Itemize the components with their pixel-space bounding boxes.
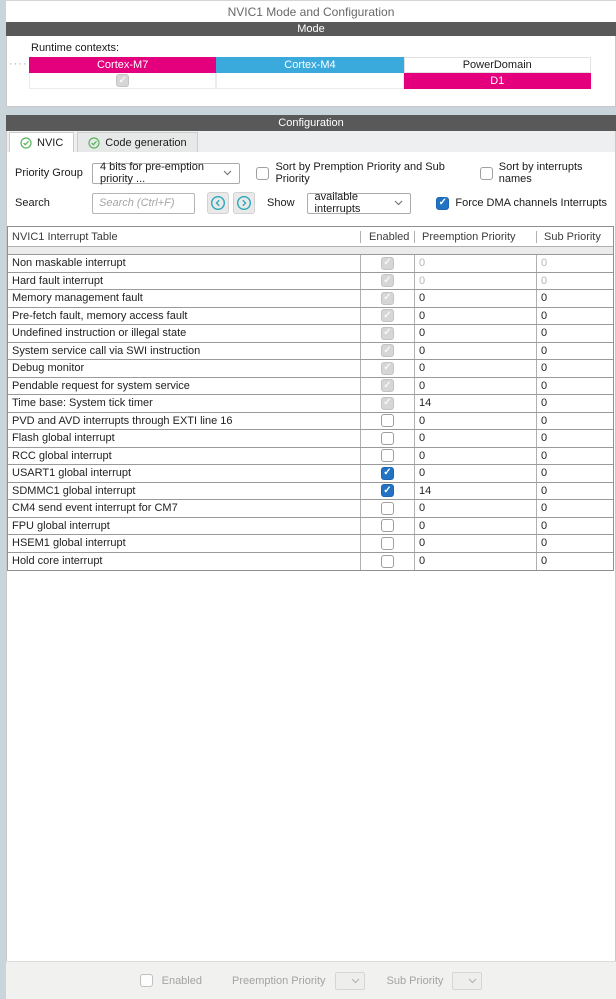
interrupt-name: PVD and AVD interrupts through EXTI line 16 xyxy=(12,414,233,427)
runtime-contexts-label: Runtime contexts: xyxy=(31,42,120,54)
preemption-priority-cell[interactable]: 0 xyxy=(414,290,536,307)
interrupt-table-header xyxy=(8,227,613,247)
preemption-priority-cell[interactable]: 0 xyxy=(414,500,536,517)
tab-strip xyxy=(6,131,616,152)
enabled-checkbox[interactable] xyxy=(381,397,394,410)
check-circle-icon xyxy=(20,137,32,149)
enabled-cell xyxy=(360,413,414,430)
enabled-cell xyxy=(360,500,414,517)
enabled-cell xyxy=(360,343,414,360)
preemption-priority-cell[interactable]: 0 xyxy=(414,378,536,395)
interrupt-name: System service call via SWI instruction xyxy=(12,344,201,357)
chevron-down-icon xyxy=(394,200,403,206)
enabled-checkbox[interactable] xyxy=(381,414,394,427)
enabled-cell xyxy=(360,535,414,552)
preemption-priority-cell[interactable]: 0 xyxy=(414,553,536,571)
enabled-checkbox[interactable] xyxy=(381,292,394,305)
interrupt-name: CM4 send event interrupt for CM7 xyxy=(12,502,178,515)
sub-priority-cell[interactable]: 0 xyxy=(536,553,613,571)
enabled-cell xyxy=(360,518,414,535)
runtime-contexts-value-row xyxy=(29,73,591,89)
preemption-priority-cell[interactable]: 0 xyxy=(414,343,536,360)
interrupt-name: RCC global interrupt xyxy=(12,449,112,462)
preemption-priority-cell[interactable]: 0 xyxy=(414,448,536,465)
priority-group-value: 4 bits for pre-emption priority ... xyxy=(100,161,204,185)
enabled-cell xyxy=(360,553,414,571)
interrupt-name: Time base: System tick timer xyxy=(12,397,153,410)
chevron-down-icon xyxy=(351,978,360,984)
interrupt-name: Debug monitor xyxy=(12,362,85,375)
priority-group-select[interactable] xyxy=(92,163,240,184)
cortex-m7-header: Cortex-M7 xyxy=(29,57,216,73)
table-row[interactable] xyxy=(8,360,613,378)
sub-priority-cell[interactable]: 0 xyxy=(536,290,613,307)
table-row[interactable] xyxy=(8,343,613,361)
enabled-checkbox[interactable] xyxy=(381,484,394,497)
preemption-priority-cell[interactable]: 0 xyxy=(414,465,536,482)
enabled-checkbox[interactable] xyxy=(381,274,394,287)
interrupt-name: Non maskable interrupt xyxy=(12,257,126,270)
sub-priority-cell[interactable]: 0 xyxy=(536,255,613,272)
enabled-checkbox[interactable] xyxy=(381,502,394,515)
sort-premption-label: Sort by Premption Priority and Sub Priority xyxy=(275,161,445,185)
configuration-section-header xyxy=(6,115,616,131)
enabled-checkbox[interactable] xyxy=(381,555,394,568)
interrupt-name: Pre-fetch fault, memory access fault xyxy=(12,309,188,322)
enabled-checkbox[interactable] xyxy=(381,537,394,550)
enabled-checkbox[interactable] xyxy=(381,327,394,340)
powerdomain-header: PowerDomain xyxy=(404,57,591,73)
enabled-checkbox[interactable] xyxy=(381,519,394,532)
sub-priority-cell[interactable]: 0 xyxy=(536,395,613,412)
table-filter-strip xyxy=(8,247,613,255)
sub-priority-cell[interactable]: 0 xyxy=(536,535,613,552)
show-select[interactable] xyxy=(307,193,411,214)
sub-priority-cell[interactable]: 0 xyxy=(536,273,613,290)
preemption-priority-cell[interactable]: 14 xyxy=(414,483,536,500)
sub-priority-cell[interactable]: 0 xyxy=(536,378,613,395)
chevron-left-circle-icon xyxy=(210,195,226,211)
cortex-m7-cell xyxy=(29,73,216,89)
drag-handle[interactable]: ···· xyxy=(9,58,28,70)
page-title: NVIC1 Mode and Configuration xyxy=(227,4,395,19)
enabled-cell xyxy=(360,465,414,482)
header-interrupt-table[interactable]: NVIC1 Interrupt Table xyxy=(12,230,118,243)
table-row[interactable] xyxy=(8,290,613,308)
sub-priority-cell[interactable]: 0 xyxy=(536,500,613,517)
runtime-contexts-header-row xyxy=(29,57,591,73)
sub-priority-cell[interactable]: 0 xyxy=(536,448,613,465)
sort-premption-group xyxy=(256,161,463,185)
interrupt-name: HSEM1 global interrupt xyxy=(12,537,126,550)
sub-priority-cell[interactable]: 0 xyxy=(536,483,613,500)
interrupt-name: Flash global interrupt xyxy=(12,432,115,445)
priority-group-label: Priority Group xyxy=(15,167,83,179)
search-previous-button[interactable] xyxy=(207,192,229,214)
powerdomain-value: D1 xyxy=(404,73,591,89)
enabled-cell xyxy=(360,378,414,395)
mode-section-header xyxy=(6,22,616,36)
footer-enabled-checkbox[interactable] xyxy=(140,974,153,987)
force-dma-checkbox[interactable] xyxy=(436,197,449,210)
table-row[interactable] xyxy=(8,308,613,326)
title-bar xyxy=(6,0,616,22)
table-row[interactable] xyxy=(8,535,613,553)
enabled-cell xyxy=(360,255,414,272)
enabled-cell xyxy=(360,430,414,447)
runtime-contexts-table xyxy=(29,57,591,89)
sub-priority-cell[interactable]: 0 xyxy=(536,343,613,360)
table-row[interactable] xyxy=(8,413,613,431)
show-label: Show xyxy=(267,197,295,209)
table-row[interactable] xyxy=(8,553,613,571)
enabled-checkbox[interactable] xyxy=(381,257,394,270)
interrupt-name: Pendable request for system service xyxy=(12,379,190,392)
priority-group-row xyxy=(15,162,607,184)
enabled-cell xyxy=(360,360,414,377)
interrupt-name: Hold core interrupt xyxy=(12,555,103,568)
cortex-m4-cell xyxy=(216,73,403,89)
footer-sub-label: Sub Priority xyxy=(386,974,444,987)
preemption-priority-cell[interactable]: 0 xyxy=(414,308,536,325)
enabled-cell xyxy=(360,395,414,412)
preemption-priority-cell[interactable]: 0 xyxy=(414,413,536,430)
tab-nvic[interactable] xyxy=(9,132,74,152)
search-next-button[interactable] xyxy=(233,192,255,214)
sort-names-checkbox[interactable] xyxy=(480,167,493,180)
section-gap xyxy=(6,107,616,115)
enabled-checkbox[interactable] xyxy=(381,362,394,375)
enabled-checkbox[interactable] xyxy=(381,467,394,480)
nvic-mode-config-panel xyxy=(6,0,616,999)
enabled-cell xyxy=(360,273,414,290)
check-circle-icon xyxy=(88,137,100,149)
table-row[interactable] xyxy=(8,448,613,466)
sub-priority-cell[interactable]: 0 xyxy=(536,308,613,325)
interrupt-name: Undefined instruction or illegal state xyxy=(12,327,187,340)
table-row[interactable] xyxy=(8,430,613,448)
preemption-priority-cell[interactable]: 0 xyxy=(414,255,536,272)
cortex-m4-header: Cortex-M4 xyxy=(216,57,403,73)
table-row[interactable] xyxy=(8,273,613,291)
mode-section-label: Mode xyxy=(297,23,325,35)
enabled-checkbox[interactable] xyxy=(381,344,394,357)
tab-label: NVIC xyxy=(37,136,64,149)
sub-priority-cell[interactable]: 0 xyxy=(536,465,613,482)
sub-priority-cell[interactable]: 0 xyxy=(536,413,613,430)
force-dma-group xyxy=(436,197,607,210)
sub-priority-cell[interactable]: 0 xyxy=(536,325,613,342)
interrupt-name: Memory management fault xyxy=(12,292,143,305)
search-row xyxy=(15,192,607,214)
interrupt-table-body xyxy=(8,255,613,570)
header-sub-priority[interactable]: Sub Priority xyxy=(536,231,613,243)
force-dma-label: Force DMA channels Interrupts xyxy=(455,197,607,209)
sub-priority-cell[interactable]: 0 xyxy=(536,518,613,535)
table-row[interactable] xyxy=(8,255,613,273)
cortex-m7-checkbox[interactable] xyxy=(116,74,129,87)
preemption-priority-cell[interactable]: 0 xyxy=(414,273,536,290)
enabled-cell xyxy=(360,290,414,307)
table-row[interactable] xyxy=(8,325,613,343)
table-row[interactable] xyxy=(8,465,613,483)
enabled-cell xyxy=(360,483,414,500)
footer-preemption-select[interactable] xyxy=(335,972,365,990)
sort-premption-checkbox[interactable] xyxy=(256,167,269,180)
preemption-priority-cell[interactable]: 0 xyxy=(414,325,536,342)
chevron-down-icon xyxy=(468,978,477,984)
show-value: available interrupts xyxy=(314,191,361,215)
preemption-priority-cell[interactable]: 14 xyxy=(414,395,536,412)
interrupt-table xyxy=(7,226,614,571)
interrupt-name: SDMMC1 global interrupt xyxy=(12,484,136,497)
interrupt-name: Hard fault interrupt xyxy=(12,274,104,287)
controls-area xyxy=(7,152,615,214)
header-enabled[interactable]: Enabled xyxy=(360,231,414,243)
configuration-panel xyxy=(6,152,616,961)
tab-code-generation[interactable] xyxy=(77,132,197,152)
table-row[interactable] xyxy=(8,500,613,518)
enabled-checkbox[interactable] xyxy=(381,432,394,445)
search-input[interactable] xyxy=(92,193,195,214)
enabled-cell xyxy=(360,325,414,342)
sort-names-label: Sort by interrupts names xyxy=(498,161,583,185)
sort-names-group xyxy=(480,161,607,185)
chevron-right-circle-icon xyxy=(236,195,252,211)
footer-sub-select[interactable] xyxy=(452,972,482,990)
enabled-checkbox[interactable] xyxy=(381,449,394,462)
configuration-section-label: Configuration xyxy=(278,117,344,129)
interrupt-name: FPU global interrupt xyxy=(12,519,110,532)
interrupt-name: USART1 global interrupt xyxy=(12,467,132,480)
mode-panel xyxy=(6,36,616,107)
table-row[interactable] xyxy=(8,378,613,396)
sub-priority-cell[interactable]: 0 xyxy=(536,430,613,447)
table-row[interactable] xyxy=(8,518,613,536)
table-row[interactable] xyxy=(8,483,613,501)
preemption-priority-cell[interactable]: 0 xyxy=(414,360,536,377)
enabled-cell xyxy=(360,448,414,465)
table-row[interactable] xyxy=(8,395,613,413)
row-edit-footer xyxy=(6,961,616,999)
preemption-priority-cell[interactable]: 0 xyxy=(414,518,536,535)
enabled-cell xyxy=(360,308,414,325)
search-label: Search xyxy=(15,197,50,209)
preemption-priority-cell[interactable]: 0 xyxy=(414,430,536,447)
tab-label: Code generation xyxy=(105,136,187,149)
enabled-checkbox[interactable] xyxy=(381,379,394,392)
header-preemption-priority[interactable]: Preemption Priority xyxy=(414,231,536,243)
sub-priority-cell[interactable]: 0 xyxy=(536,360,613,377)
footer-enabled-label: Enabled xyxy=(161,974,202,987)
footer-preemption-label: Preemption Priority xyxy=(231,974,326,987)
enabled-checkbox[interactable] xyxy=(381,309,394,322)
preemption-priority-cell[interactable]: 0 xyxy=(414,535,536,552)
chevron-down-icon xyxy=(223,170,232,176)
